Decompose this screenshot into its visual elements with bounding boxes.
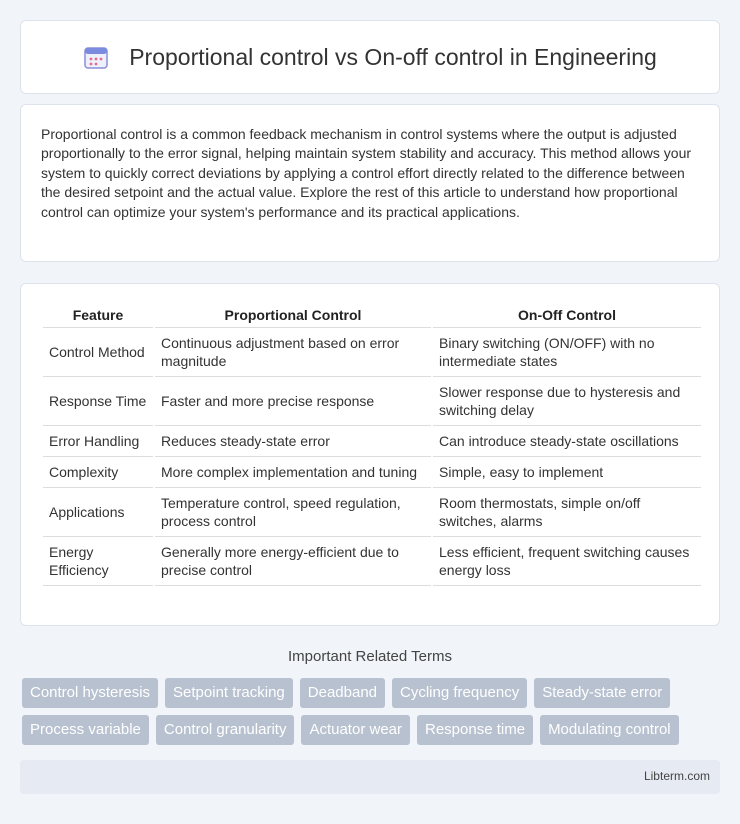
table-cell-feature: Response Time	[43, 377, 153, 426]
tag-response-time[interactable]: Response time	[417, 715, 533, 745]
tag-deadband[interactable]: Deadband	[300, 678, 385, 708]
table-cell-onoff: Binary switching (ON/OFF) with no intermediate states	[433, 328, 701, 377]
related-terms-heading: Important Related Terms	[288, 648, 452, 665]
table-cell-onoff: Less efficient, frequent switching causes energy loss	[433, 537, 701, 586]
table-cell-proportional: Generally more energy-efficient due to precise control	[155, 537, 431, 586]
table-cell-feature: Control Method	[43, 328, 153, 377]
tag-row	[22, 678, 722, 708]
table-row	[43, 488, 701, 537]
intro-paragraph: Proportional control is a common feedback mechanism in control systems where the output is adjusted proportionally to the error signal, helping maintain system stability and accuracy. This method allows your system to quickly correct deviations by applying a control effort directly related to the difference between the desired setpoint and the actual value. Explore the rest of this article to understand how proportional control can optimize your system's performance and its practical applications.	[41, 126, 692, 220]
table-cell-proportional: Continuous adjustment based on error magnitude	[155, 328, 431, 377]
tag-cycling-frequency[interactable]: Cycling frequency	[392, 678, 527, 708]
calendar-icon	[83, 44, 109, 70]
table-header-row	[43, 304, 701, 328]
column-header-feature: Feature	[43, 304, 153, 328]
table-cell-onoff: Room thermostats, simple on/off switches, alarms	[433, 488, 701, 537]
table-cell-proportional: Faster and more precise response	[155, 377, 431, 426]
table-cell-onoff: Simple, easy to implement	[433, 457, 701, 488]
column-header-onoff: On-Off Control	[433, 304, 701, 328]
intro-card	[20, 104, 720, 262]
tag-process-variable[interactable]: Process variable	[22, 715, 149, 745]
footer	[20, 760, 720, 794]
page-title: Proportional control vs On-off control in Engineering	[129, 43, 657, 70]
title-card	[20, 20, 720, 94]
table-row	[43, 426, 701, 457]
tag-control-granularity[interactable]: Control granularity	[156, 715, 295, 745]
table-cell-feature: Complexity	[43, 457, 153, 488]
table-row	[43, 457, 701, 488]
table-cell-proportional: Temperature control, speed regulation, process control	[155, 488, 431, 537]
table-cell-proportional: Reduces steady-state error	[155, 426, 431, 457]
table-row	[43, 377, 701, 426]
table-cell-onoff: Can introduce steady-state oscillations	[433, 426, 701, 457]
comparison-table-card	[20, 283, 720, 626]
table-cell-feature: Energy Efficiency	[43, 537, 153, 586]
table-cell-onoff: Slower response due to hysteresis and switching delay	[433, 377, 701, 426]
table-cell-feature: Error Handling	[43, 426, 153, 457]
comparison-table	[41, 304, 703, 586]
tag-steady-state-error[interactable]: Steady-state error	[534, 678, 670, 708]
tag-control-hysteresis[interactable]: Control hysteresis	[22, 678, 158, 708]
footer-site-link[interactable]: Libterm.com	[643, 769, 710, 783]
table-cell-proportional: More complex implementation and tuning	[155, 457, 431, 488]
table-row	[43, 328, 701, 377]
related-terms-tags	[22, 678, 722, 752]
tag-actuator-wear[interactable]: Actuator wear	[301, 715, 410, 745]
column-header-proportional: Proportional Control	[155, 304, 431, 328]
table-cell-feature: Applications	[43, 488, 153, 537]
tag-setpoint-tracking[interactable]: Setpoint tracking	[165, 678, 293, 708]
tag-modulating-control[interactable]: Modulating control	[540, 715, 679, 745]
tag-row	[22, 715, 722, 745]
table-row	[43, 537, 701, 586]
